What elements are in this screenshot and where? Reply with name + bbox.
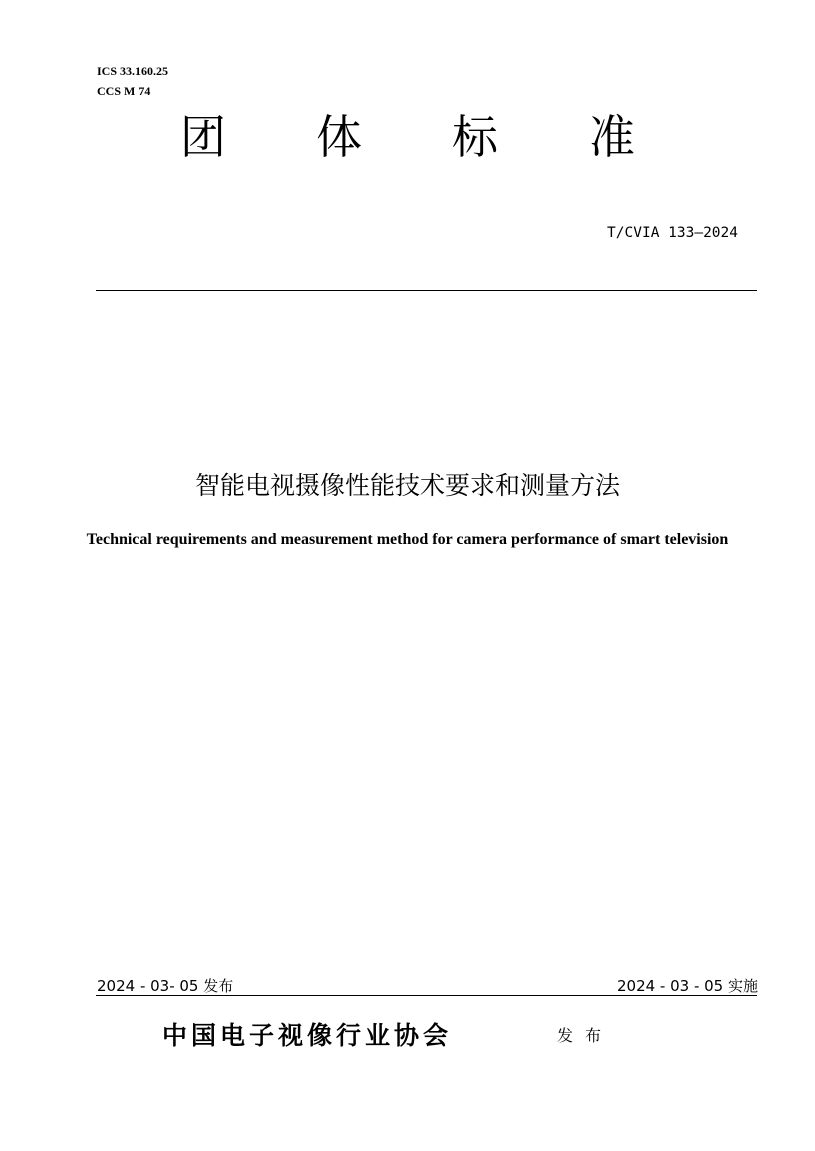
banner-char: 体 <box>316 110 362 164</box>
issue-date: 2024 - 03- 05 发布 <box>97 977 234 995</box>
title-chinese: 智能电视摄像性能技术要求和测量方法 <box>194 471 620 500</box>
banner-char: 标 <box>452 110 498 164</box>
standard-number: T/CVIA 133—2024 <box>607 225 738 241</box>
ics-code: ICS 33.160.25 <box>97 64 169 78</box>
title-english: Technical requirements and measurement method for camera performance of smart television <box>86 531 729 548</box>
banner-char: 准 <box>589 110 635 164</box>
banner-char: 团 <box>180 110 226 164</box>
ccs-code: CCS M 74 <box>97 84 151 98</box>
implementation-date: 2024 - 03 - 05 实施 <box>616 977 758 995</box>
publisher-name: 中国电子视像行业协会 <box>162 1021 453 1050</box>
publish-label: 发布 <box>557 1026 614 1045</box>
top-divider <box>96 290 757 291</box>
bottom-divider <box>96 995 757 996</box>
